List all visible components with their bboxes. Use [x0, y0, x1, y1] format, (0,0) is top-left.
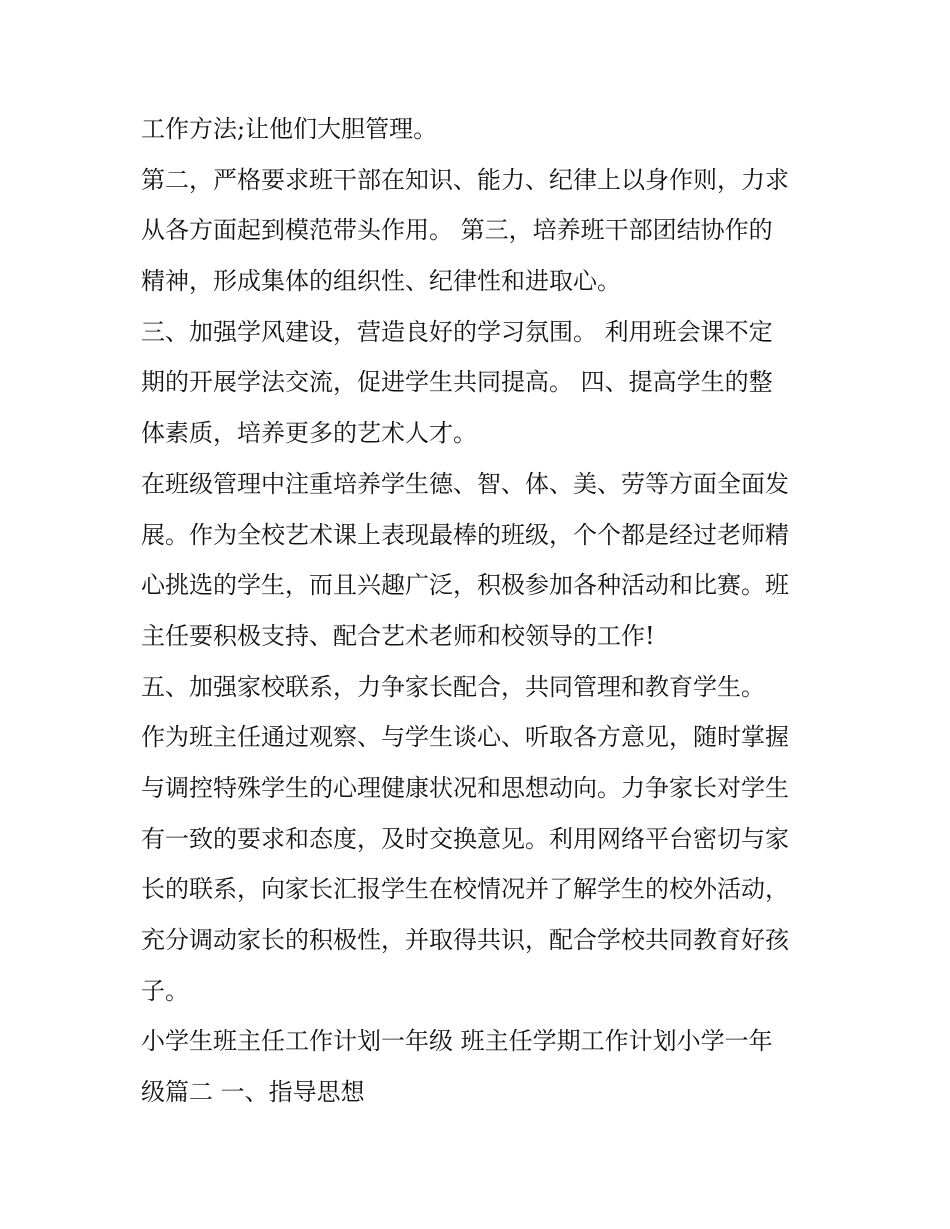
body-text: [141, 104, 821, 1118]
text-line: 心挑选的学生，而且兴趣广泛，积极参加各种活动和比赛。班: [141, 571, 789, 600]
text-line: 小学生班主任工作计划一年级 班主任学期工作计划小学一年: [141, 1027, 773, 1056]
text-line: 第二，严格要求班干部在知识、能力、纪律上以身作则，力求: [141, 165, 789, 194]
text-line: 期的开展学法交流，促进学生共同提高。 四、提高学生的整: [141, 368, 773, 397]
text-line: 三、加强学风建设，营造良好的学习氛围。 利用班会课不定: [141, 317, 773, 346]
text-line: 级篇二 一、指导思想: [141, 1078, 365, 1107]
text-line: 作为班主任通过观察、与学生谈心、听取各方意见，随时掌握: [141, 723, 789, 752]
text-line: 主任要积极支持、配合艺术老师和校领导的工作!: [141, 621, 655, 650]
text-line: 充分调动家长的积极性，并取得共识，配合学校共同教育好孩: [141, 926, 789, 954]
text-line: 工作方法;让他们大胆管理。: [141, 115, 438, 143]
text-line: 子。: [141, 976, 189, 1005]
text-line: 有一致的要求和态度，及时交换意见。利用网络平台密切与家: [141, 824, 789, 853]
text-line: 长的联系，向家长汇报学生在校情况并了解学生的校外活动，: [141, 875, 789, 904]
text-line: 展。作为全校艺术课上表现最棒的班级，个个都是经过老师精: [141, 520, 789, 549]
text-line: 在班级管理中注重培养学生德、智、体、美、劳等方面全面发: [141, 469, 789, 498]
text-line: 与调控特殊学生的心理健康状况和思想动向。力争家长对学生: [141, 773, 789, 802]
text-line: 精神，形成集体的组织性、纪律性和进取心。: [141, 267, 621, 296]
text-line: 五、加强家校联系，力争家长配合，共同管理和教育学生。: [141, 672, 765, 701]
text-line: 从各方面起到模范带头作用。 第三，培养班干部团结协作的: [141, 216, 773, 245]
text-line: 体素质，培养更多的艺术人才。: [141, 419, 477, 448]
